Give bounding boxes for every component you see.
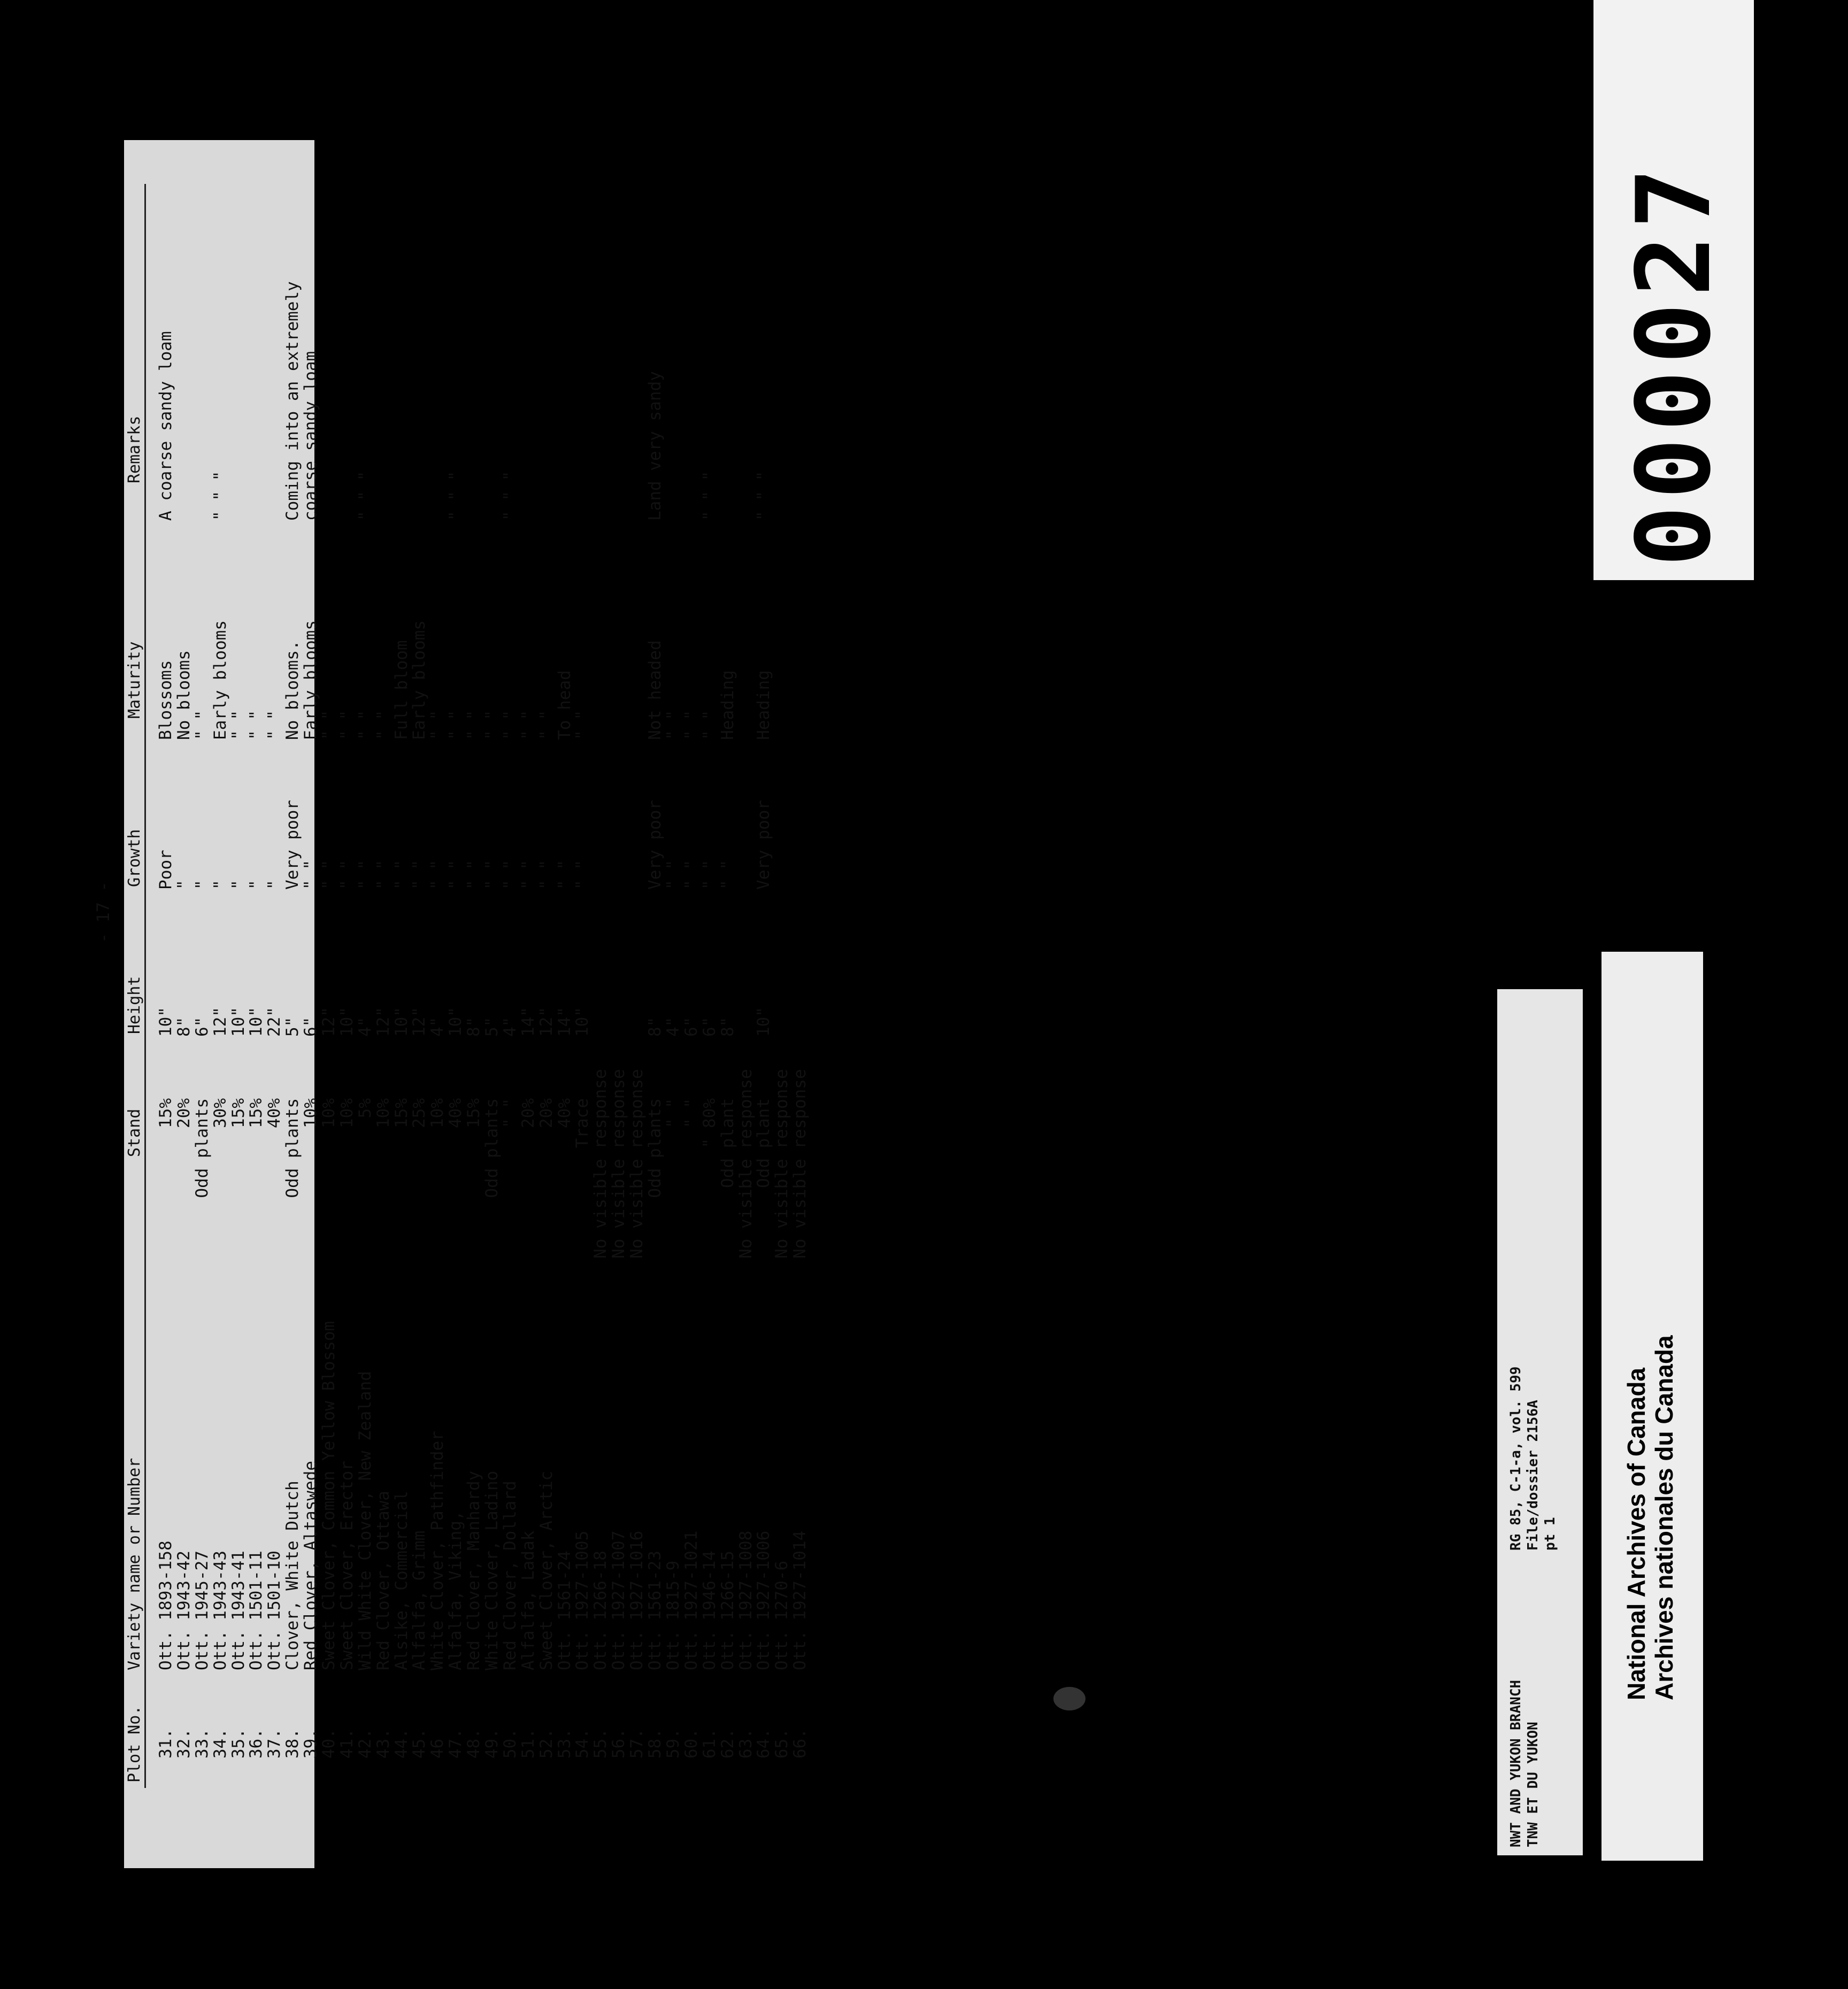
cell-height: 8"	[174, 1016, 194, 1037]
cell-growth: " "	[391, 860, 411, 890]
cell-variety: Ott. 1815-9	[663, 1560, 683, 1670]
cell-variety: Clover, White Dutch	[283, 1481, 303, 1670]
cell-stand: No visible response	[736, 1069, 756, 1259]
cell-stand: No visible response	[790, 1069, 810, 1259]
cell-maturity: Heading	[718, 670, 737, 740]
cell-maturity: " "	[265, 710, 284, 740]
column-header-remarks: Remarks	[125, 415, 144, 483]
table-row	[446, 140, 464, 1868]
cell-maturity: " "	[482, 710, 502, 740]
file-ref-line-1: RG 85, C-1-a, vol. 599	[1508, 1366, 1524, 1551]
cell-remarks: Coming into an extremely	[283, 281, 303, 521]
cell-variety: Ott. 1927-1021	[681, 1530, 701, 1670]
cell-variety: Ott. 1270-6	[772, 1560, 792, 1670]
table-row	[174, 140, 192, 1868]
table-row	[337, 140, 356, 1868]
cell-maturity: " "	[573, 710, 592, 740]
column-header-height: Height	[125, 976, 144, 1034]
cell-plot: 35.	[228, 1729, 248, 1759]
cell-maturity: Heading	[754, 670, 774, 740]
cell-height: 6"	[192, 1016, 212, 1037]
cell-stand: Odd plants	[482, 1098, 502, 1198]
cell-growth: Very poor	[645, 800, 665, 890]
cell-growth: " "	[355, 860, 375, 890]
table-row	[664, 140, 682, 1868]
cell-height: 6"	[681, 1016, 701, 1037]
cell-maturity: Not headed	[645, 640, 665, 740]
cell-remarks: " " "	[754, 471, 774, 521]
cell-variety: Red Clover, Manhardy	[464, 1470, 484, 1670]
cell-variety: Sweet Clover, Common Yellow Blossom	[319, 1321, 339, 1670]
cell-remarks: " " "	[210, 471, 230, 521]
table-row	[591, 140, 609, 1868]
cell-remarks: Land very sandy	[645, 371, 665, 521]
cell-stand: No visible response	[627, 1069, 647, 1259]
table-row	[736, 140, 754, 1868]
cell-stand: 5%	[355, 1098, 375, 1119]
cell-stand: " "	[681, 1098, 701, 1128]
cell-plot: 44.	[391, 1729, 411, 1759]
cell-variety: Red Clover, Ottawa	[373, 1491, 393, 1670]
punch-hole	[1053, 1687, 1085, 1710]
cell-variety: Ott. 1943-41	[228, 1551, 248, 1670]
cell-height: 12"	[210, 1007, 230, 1037]
cell-maturity: " "	[536, 710, 556, 740]
cell-growth: Very poor	[283, 800, 303, 890]
cell-plot: 48.	[464, 1729, 484, 1759]
cell-stand: 20%	[174, 1098, 194, 1128]
cell-stand: Odd plants	[192, 1098, 212, 1198]
column-header-plot: Plot No.	[125, 1705, 144, 1783]
table-row	[211, 140, 229, 1868]
table-row	[555, 140, 573, 1868]
cell-height: 10"	[446, 1007, 466, 1037]
cell-plot: 61.	[699, 1729, 719, 1759]
cell-variety: Ott. 1943-42	[174, 1551, 194, 1670]
cell-maturity: " "	[518, 710, 538, 740]
cell-stand: 10%	[373, 1098, 393, 1128]
table-row	[790, 140, 808, 1868]
cell-height: 14"	[518, 1007, 538, 1037]
header-rule	[144, 184, 146, 1788]
cell-variety: Ott. 1927-1007	[609, 1530, 629, 1670]
cell-plot: 58.	[645, 1729, 665, 1759]
cell-stand: 10%	[319, 1098, 339, 1128]
cell-variety: Red Clover, Altaswede	[301, 1461, 321, 1670]
cell-variety: Ott. 1945-27	[192, 1551, 212, 1670]
table-row	[356, 140, 374, 1868]
cell-maturity: No blooms	[174, 650, 194, 740]
cell-growth: " "	[301, 860, 321, 890]
cell-height: 10"	[754, 1007, 774, 1037]
cell-variety: Ott. 1501-11	[247, 1551, 266, 1670]
cell-plot: 33.	[192, 1729, 212, 1759]
frame-number: 000027	[1615, 161, 1733, 567]
cell-height: 10"	[247, 1007, 266, 1037]
cell-plot: 31.	[156, 1729, 175, 1759]
cell-plot: 47.	[446, 1729, 466, 1759]
table-row	[519, 140, 537, 1868]
cell-variety: Alsike, Commercial	[391, 1491, 411, 1670]
column-header-growth: Growth	[125, 829, 144, 887]
cell-height: 4"	[355, 1016, 375, 1037]
table-row	[627, 140, 645, 1868]
cell-stand: No visible response	[772, 1069, 792, 1259]
cell-plot: 42.	[355, 1729, 375, 1759]
cell-plot: 40.	[319, 1729, 339, 1759]
cell-remarks: A coarse sandy loam	[156, 331, 175, 521]
cell-variety: Ott. 1561-23	[645, 1551, 665, 1670]
cell-stand: 15%	[464, 1098, 484, 1128]
table-row	[283, 140, 301, 1868]
cell-height: 14"	[555, 1007, 574, 1037]
cell-stand: Odd plants	[283, 1098, 303, 1198]
table-row	[645, 140, 664, 1868]
cell-plot: 53.	[555, 1729, 574, 1759]
table-row	[428, 140, 446, 1868]
cell-maturity: Early blooms	[301, 620, 321, 740]
column-header-stand: Stand	[125, 1108, 144, 1157]
cell-maturity: " "	[500, 710, 520, 740]
cell-maturity: Early blooms	[410, 620, 429, 740]
cell-stand: 15%	[391, 1098, 411, 1128]
cell-stand: 15%	[156, 1098, 175, 1128]
cell-variety: Ott. 1927-1005	[573, 1530, 592, 1670]
table-body	[156, 140, 808, 1868]
cell-variety: Wild White Clover, New Zealand	[355, 1371, 375, 1670]
cell-growth: Poor	[156, 850, 175, 890]
file-ref-line-2: File/dossier 2156A	[1525, 1400, 1541, 1551]
table-row	[156, 140, 174, 1868]
cell-plot: 60.	[681, 1729, 701, 1759]
cell-maturity: No blooms.	[283, 640, 303, 740]
cell-maturity: " "	[247, 710, 266, 740]
cell-height: 10"	[391, 1007, 411, 1037]
cell-stand: " "	[500, 1098, 520, 1128]
cell-variety: Ott. 1266-15	[718, 1551, 737, 1670]
cell-plot: 50.	[500, 1729, 520, 1759]
cell-height: 8"	[645, 1016, 665, 1037]
cell-stand: 15%	[247, 1098, 266, 1128]
cell-plot: 39.	[301, 1729, 321, 1759]
cell-maturity: Blossoms	[156, 660, 175, 740]
cell-growth: " "	[464, 860, 484, 890]
cell-height: 22"	[265, 1007, 284, 1037]
branch-line-1: NWT AND YUKON BRANCH	[1508, 1679, 1524, 1847]
cell-height: 10"	[228, 1007, 248, 1037]
table-row	[573, 140, 591, 1868]
cell-variety: Sweet Clover, Arctic	[536, 1470, 556, 1670]
cell-growth: " "	[699, 860, 719, 890]
cell-stand: No visible response	[609, 1069, 629, 1259]
table-row	[464, 140, 482, 1868]
cell-variety: Ott. 1266-18	[591, 1551, 611, 1670]
cell-maturity: " "	[373, 710, 393, 740]
cell-growth: " "	[681, 860, 701, 890]
cell-growth: " "	[337, 860, 357, 890]
cell-stand: 40%	[446, 1098, 466, 1128]
cell-plot: 66.	[790, 1729, 810, 1759]
cell-stand: " 80%	[699, 1098, 719, 1148]
cell-growth: " "	[410, 860, 429, 890]
cell-variety: Ott. 1927-1008	[736, 1530, 756, 1670]
cell-growth: "	[247, 880, 266, 890]
cell-variety: White Clover, Ladino	[482, 1470, 502, 1670]
cell-height: 8"	[464, 1016, 484, 1037]
cell-growth: "	[265, 880, 284, 890]
archives-name-english: National Archives of Canada	[1622, 1367, 1650, 1700]
cell-stand: 30%	[210, 1098, 230, 1128]
cell-plot: 65.	[772, 1729, 792, 1759]
table-row	[301, 140, 319, 1868]
cell-maturity: " "	[464, 710, 484, 740]
table-row	[265, 140, 283, 1868]
cell-variety: Sweet Clover, Erector	[337, 1461, 357, 1670]
archives-label	[1601, 952, 1703, 1861]
page-number: - 17 -	[93, 881, 113, 943]
cell-maturity: " "	[681, 710, 701, 740]
cell-stand: 10%	[337, 1098, 357, 1128]
cell-plot: 55.	[591, 1729, 611, 1759]
cell-height: 8"	[718, 1016, 737, 1037]
cell-plot: 62.	[718, 1729, 737, 1759]
cell-remarks: " " "	[500, 471, 520, 521]
table-row	[682, 140, 700, 1868]
cell-variety: Alfalfa, Viking,	[446, 1510, 466, 1670]
cell-height: 5"	[482, 1016, 502, 1037]
cell-growth: " "	[428, 860, 448, 890]
cell-plot: 32.	[174, 1729, 194, 1759]
cell-variety: Ott. 1927-1014	[790, 1530, 810, 1670]
frame-number-stamp	[1593, 0, 1754, 580]
cell-plot: 56.	[609, 1729, 629, 1759]
column-header-maturity: Maturity	[125, 641, 144, 719]
cell-maturity: Early blooms	[210, 620, 230, 740]
table-row	[772, 140, 790, 1868]
cell-growth: Very poor	[754, 800, 774, 890]
cell-stand: Odd plant	[718, 1098, 737, 1188]
cell-maturity: " "	[337, 710, 357, 740]
cell-stand: Odd plant	[754, 1098, 774, 1188]
table-row	[410, 140, 428, 1868]
cell-height: 4"	[500, 1016, 520, 1037]
cell-growth: " "	[446, 860, 466, 890]
cell-maturity: " "	[699, 710, 719, 740]
cell-variety: White Clover, Pathfinder	[428, 1431, 448, 1670]
cell-height: 12"	[373, 1007, 393, 1037]
cell-plot: 41.	[337, 1729, 357, 1759]
cell-variety: Alfalfa, Ladak	[518, 1530, 538, 1670]
cell-variety: Ott. 1561-24	[555, 1551, 574, 1670]
cell-growth: " "	[718, 860, 737, 890]
cell-plot: 51.	[518, 1729, 538, 1759]
cell-stand: Odd plants	[645, 1098, 665, 1198]
archives-name-french: Archives nationales du Canada	[1650, 1335, 1678, 1700]
document-page	[93, 140, 810, 1868]
cell-growth: "	[210, 880, 230, 890]
cell-plot: 36.	[247, 1729, 266, 1759]
cell-stand: 10%	[428, 1098, 448, 1128]
cell-maturity: " "	[355, 710, 375, 740]
cell-height: 12"	[410, 1007, 429, 1037]
cell-stand: 15%	[228, 1098, 248, 1128]
cell-maturity: To head	[555, 670, 574, 740]
cell-growth: " "	[573, 860, 592, 890]
cell-plot: 43.	[373, 1729, 393, 1759]
cell-growth: " "	[536, 860, 556, 890]
cell-height: 4"	[428, 1016, 448, 1037]
table-row	[754, 140, 772, 1868]
cell-growth: "	[192, 880, 212, 890]
cell-remarks: " " "	[355, 471, 375, 521]
cell-remarks: " " "	[699, 471, 719, 521]
table-row	[374, 140, 392, 1868]
cell-variety: Ott. 1927-1016	[627, 1530, 647, 1670]
cell-height: 12"	[319, 1007, 339, 1037]
cell-plot: 37.	[265, 1729, 284, 1759]
table-row	[700, 140, 718, 1868]
file-reference-label	[1497, 989, 1583, 1855]
scanned-document	[93, 140, 810, 1868]
cell-plot: 45.	[410, 1729, 429, 1759]
cell-variety: Red Clover, Dollard	[500, 1481, 520, 1670]
cell-variety: Alfalfa, Grimm	[410, 1530, 429, 1670]
cell-variety: Ott. 1501-10	[265, 1551, 284, 1670]
cell-maturity: " "	[228, 710, 248, 740]
table-row	[319, 140, 337, 1868]
cell-stand: Trace	[573, 1098, 592, 1148]
table-row	[392, 140, 410, 1868]
cell-height: 12"	[536, 1007, 556, 1037]
cell-growth: " "	[319, 860, 339, 890]
cell-variety: Ott. 1946-14	[699, 1551, 719, 1670]
cell-plot: 34.	[210, 1729, 230, 1759]
cell-height: 10"	[156, 1007, 175, 1037]
cell-variety: Ott. 1943-43	[210, 1551, 230, 1670]
cell-plot: 46	[428, 1738, 448, 1759]
table-row	[609, 140, 627, 1868]
cell-growth: "	[174, 880, 194, 890]
cell-plot: 57.	[627, 1729, 647, 1759]
cell-plot: 54.	[573, 1729, 592, 1759]
column-header-variety: Variety name or Number	[125, 1458, 144, 1670]
table-row	[247, 140, 265, 1868]
table-row	[718, 140, 736, 1868]
table-row	[537, 140, 555, 1868]
cell-height: 5"	[283, 1016, 303, 1037]
cell-maturity: " "	[663, 710, 683, 740]
cell-stand: 20%	[518, 1098, 538, 1128]
cell-plot: 52.	[536, 1729, 556, 1759]
cell-maturity: " "	[428, 710, 448, 740]
cell-stand: 40%	[555, 1098, 574, 1128]
cell-plot: 49.	[482, 1729, 502, 1759]
cell-remarks: coarse sandy loam	[301, 351, 321, 521]
cell-growth: " "	[482, 860, 502, 890]
cell-maturity: " "	[319, 710, 339, 740]
file-ref-line-3: pt 1	[1542, 1517, 1558, 1551]
branch-line-2: TNW ET DU YUKON	[1525, 1722, 1541, 1847]
table-row	[482, 140, 500, 1868]
cell-height: 6"	[301, 1016, 321, 1037]
cell-variety: Ott. 1927-1006	[754, 1530, 774, 1670]
cell-stand: 20%	[536, 1098, 556, 1128]
table-row	[229, 140, 247, 1868]
cell-stand: No visible response	[591, 1069, 611, 1259]
cell-stand: 40%	[265, 1098, 284, 1128]
cell-maturity: " "	[192, 710, 212, 740]
cell-maturity: Full bloom	[391, 640, 411, 740]
table-row	[192, 140, 211, 1868]
cell-plot: 63.	[736, 1729, 756, 1759]
cell-height: 6"	[699, 1016, 719, 1037]
cell-remarks: " " "	[446, 471, 466, 521]
cell-plot: 59.	[663, 1729, 683, 1759]
cell-plot: 64.	[754, 1729, 774, 1759]
table-row	[500, 140, 519, 1868]
cell-height: 10"	[337, 1007, 357, 1037]
cell-stand: " "	[663, 1098, 683, 1128]
cell-height: 10"	[573, 1007, 592, 1037]
cell-growth: " "	[555, 860, 574, 890]
cell-maturity: " "	[446, 710, 466, 740]
cell-height: 4"	[663, 1016, 683, 1037]
cell-plot: 38.	[283, 1729, 303, 1759]
table-header	[124, 140, 145, 1868]
cell-growth: "	[228, 880, 248, 890]
cell-growth: " "	[663, 860, 683, 890]
cell-growth: " "	[373, 860, 393, 890]
cell-stand: 10%	[301, 1098, 321, 1128]
cell-growth: " "	[518, 860, 538, 890]
cell-growth: " "	[500, 860, 520, 890]
cell-stand: 25%	[410, 1098, 429, 1128]
cell-variety: Ott. 1893-158	[156, 1540, 175, 1670]
